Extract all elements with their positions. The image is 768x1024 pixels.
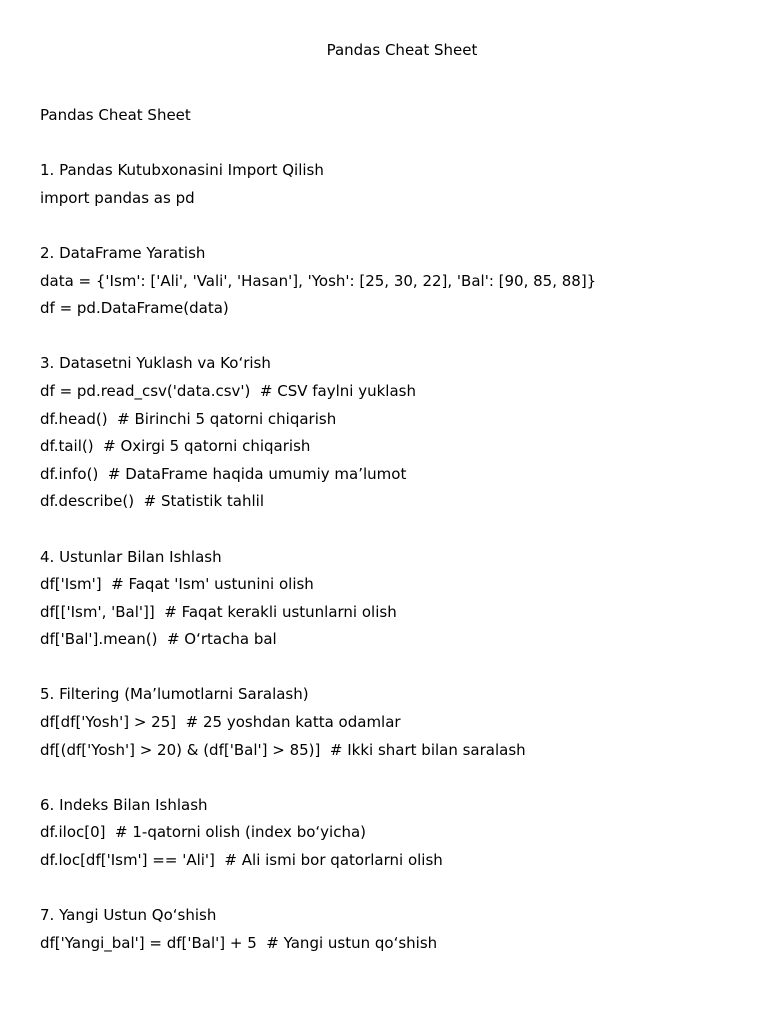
section-heading-dataframe: 2. DataFrame Yaratish [40, 243, 206, 262]
code-line: import pandas as pd [40, 188, 195, 207]
blank-line [40, 655, 760, 683]
blank-line [40, 765, 760, 793]
code-line: df.loc[df['Ism'] == 'Ali'] # Ali ismi bor qatorlarni olish [40, 851, 443, 870]
code-line: df = pd.DataFrame(data) [40, 299, 229, 318]
code-line: df['Ism'] # Faqat 'Ism' ustunini olish [40, 575, 314, 594]
code-line: df.head() # Birinchi 5 qatorni chiqarish [40, 409, 337, 428]
blank-line [40, 324, 760, 352]
page-header-title: Pandas Cheat Sheet [326, 41, 478, 59]
code-line: df.tail() # Oxirgi 5 qatorni chiqarish [40, 437, 311, 456]
section-heading-columns: 4. Ustunlar Bilan Ishlash [40, 547, 222, 566]
code-line: df.info() # DataFrame haqida umumiy ma’lumot [40, 464, 407, 483]
code-line: df.iloc[0] # 1-qatorni olish (index bo‘yicha) [40, 823, 367, 842]
code-line: data = {'Ism': ['Ali', 'Vali', 'Hasan'], 'Yosh': [25, 30, 22], 'Bal': [90, 85, 88]} [40, 271, 597, 290]
document-body [40, 103, 760, 958]
code-line: df[['Ism', 'Bal']] # Faqat kerakli ustunlarni olish [40, 602, 397, 621]
code-line: df['Bal'].mean() # O‘rtacha bal [40, 630, 277, 649]
section-heading-index: 6. Indeks Bilan Ishlash [40, 795, 208, 814]
section-heading-import: 1. Pandas Kutubxonasini Import Qilish [40, 161, 324, 180]
blank-line [40, 131, 760, 159]
blank-line [40, 876, 760, 904]
code-line: df[(df['Yosh'] > 20) & (df['Bal'] > 85)] # Ikki shart bilan saralash [40, 740, 526, 759]
code-line: df = pd.read_csv('data.csv') # CSV faylni yuklash [40, 381, 416, 400]
blank-line [40, 517, 760, 545]
code-line: df.describe() # Statistik tahlil [40, 492, 264, 511]
section-heading-filtering: 5. Filtering (Ma’lumotlarni Saralash) [40, 685, 309, 704]
blank-line [40, 213, 760, 241]
section-heading-dataset: 3. Datasetni Yuklash va Ko‘rish [40, 354, 271, 373]
code-line: df[df['Yosh'] > 25] # 25 yoshdan katta odamlar [40, 713, 401, 732]
section-heading-new-column: 7. Yangi Ustun Qo‘shish [40, 906, 217, 925]
document-title: Pandas Cheat Sheet [40, 106, 191, 124]
code-line: df['Yangi_bal'] = df['Bal'] + 5 # Yangi ustun qo‘shish [40, 933, 438, 952]
